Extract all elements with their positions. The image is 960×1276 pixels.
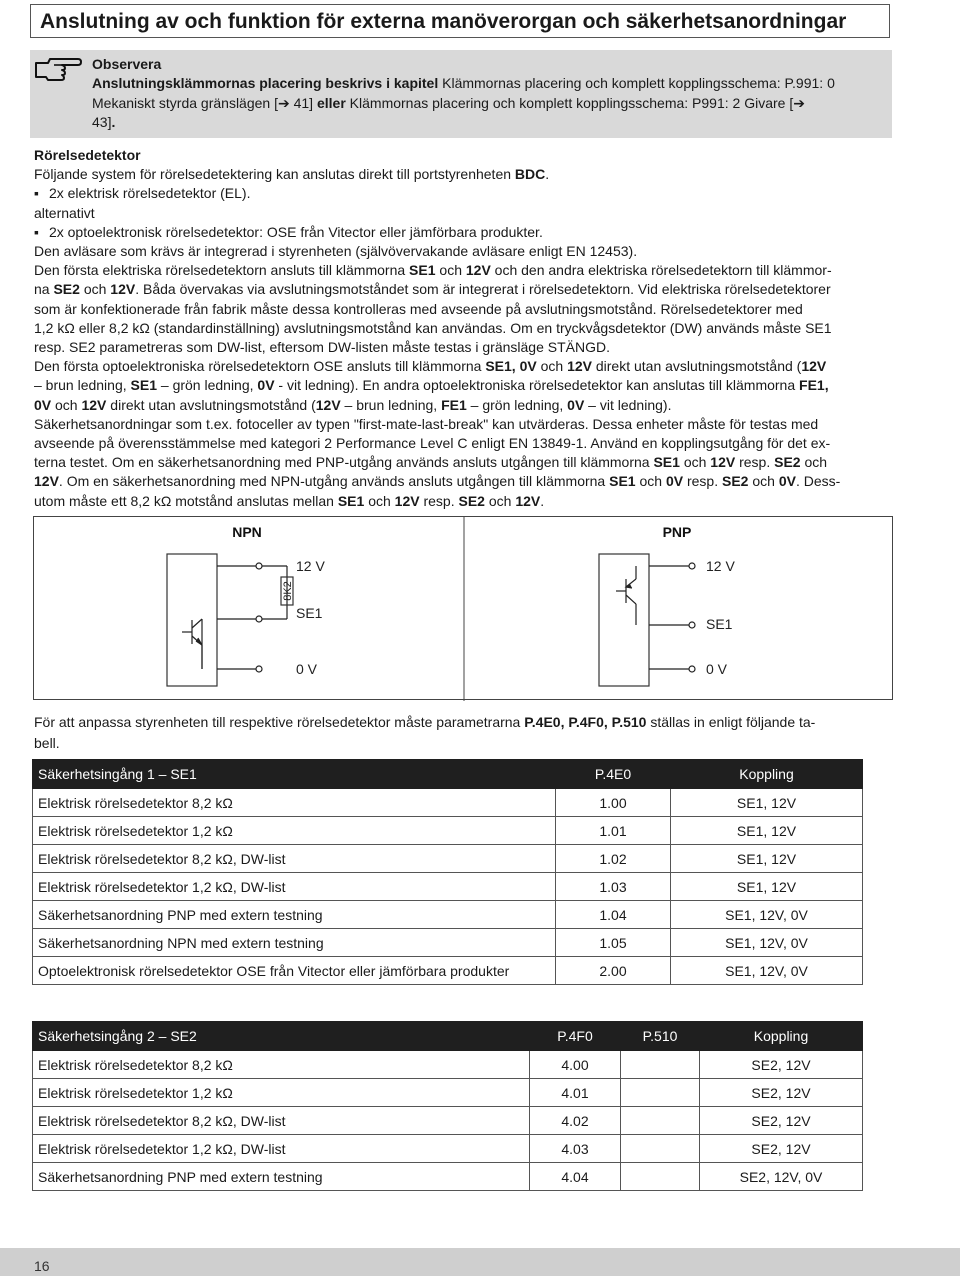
arrow-icon: ➔ [277,94,290,111]
body-line: 0V och 12V direkt utan avslutningsmotstånd (12V – brun ledning, FE1 – grön ledning, 0V – vit ledning). [34,396,672,413]
table-header: Koppling [700,1022,863,1051]
body-line: alternativt [34,204,95,221]
body-line: Säkerhetsanordningar som t.ex. fotoceller av typen "first-mate-last-break" kan utvärderas. Dessa enheter måste för testas med [34,415,819,432]
table-row [33,1107,863,1135]
table-se1 [32,759,863,985]
table-cell: SE1, 12V [671,873,863,901]
table-row [33,929,863,957]
pnp-terminal-12v: 12 V [706,558,735,574]
body-line: utom måste ett 8,2 kΩ motstånd anslutas mellan SE1 och 12V resp. SE2 och 12V. [34,492,545,509]
table-cell [621,1163,700,1191]
body-line: Den avläsare som krävs är integrerad i styrenheten (självövervakande avläsare enligt EN 12453). [34,243,638,260]
table-cell: 4.01 [530,1079,621,1107]
table-cell: Elektrisk rörelsedetektor 1,2 kΩ [33,817,556,845]
table-header: P.4F0 [530,1022,621,1051]
table-se2 [32,1021,863,1191]
body-line: 1,2 kΩ eller 8,2 kΩ (standardinställning) avslutningsmotstånd kan användas. Om en tryckvågsdetektor (DW) används måste SE1 [34,319,832,336]
body-line: som är konfektionerade från fabrik måste dessa kontrolleras med avseende på avslutningsmotstånd. Rörelsedetektorer med [34,300,803,317]
table-cell: 4.03 [530,1135,621,1163]
table-cell: 1.03 [556,873,671,901]
table-cell: 1.00 [556,789,671,817]
pnp-label: PNP [662,524,692,540]
pnp-terminal-0v: 0 V [706,661,728,677]
table-header: P.510 [621,1022,700,1051]
table-cell: 4.02 [530,1107,621,1135]
note-line: Mekaniskt styrda gränslägen [➔ 41] eller Klämmornas placering och komplett kopplingsschema: P991: 2 Givare [➔ [92,94,805,111]
section-title: Rörelsedetektor [34,147,141,163]
table-row [33,1163,863,1191]
table-header: Säkerhetsingång 1 – SE1 [33,760,556,789]
table-row [33,817,863,845]
body-line: – brun ledning, SE1 – grön ledning, 0V - vit ledning). En andra optoelektroniska rörelsedetektor kan anslutas till klämmorna FE1, [34,377,829,394]
npn-terminal-12v: 12 V [296,558,325,574]
bullet-item: ▪ 2x optoelektronisk rörelsedetektor: OSE från Vitector eller jämförbara produkter. [34,223,894,242]
table-row [33,901,863,929]
arrow-icon: ➔ [793,94,805,111]
npn-terminal-0v: 0 V [296,661,318,677]
table-cell [621,1107,700,1135]
npn-label: NPN [232,524,262,540]
bullet-item: ▪ 2x elektrisk rörelsedetektor (EL). [34,184,894,203]
page-number: 16 [34,1258,50,1274]
table-cell [621,1051,700,1079]
table-cell: SE2, 12V, 0V [700,1163,863,1191]
body-line: avseende på överensstämmelse med kategori 2 Performance Level C enligt EN 13849-1. Använd en kopplingsutgång för det ex- [34,435,831,452]
table-header-row [33,760,863,789]
resistor-label: 8K2 [282,581,294,601]
table-header: Koppling [671,760,863,789]
table-row [33,957,863,985]
table-header-row [33,1022,863,1051]
table-cell: 1.01 [556,817,671,845]
pointing-hand-icon [34,55,82,81]
body-line: Den första optoelektroniska rörelsedetektorn OSE ansluts till klämmorna SE1, 0V och 12V direkt utan avslutningsmotstånd (12V [34,358,827,375]
body-line: Följande system för rörelsedetektering kan anslutas direkt till portstyrenheten BDC. [34,166,550,183]
page-footer [0,1248,960,1276]
table-cell: SE1, 12V, 0V [671,929,863,957]
table-cell: 4.00 [530,1051,621,1079]
table-cell: Elektrisk rörelsedetektor 8,2 kΩ [33,789,556,817]
table-cell: Säkerhetsanordning NPN med extern testning [33,929,556,957]
table-header: P.4E0 [556,760,671,789]
table-cell: SE1, 12V [671,789,863,817]
table-row [33,1051,863,1079]
body-line: 12V. Om en säkerhetsanordning med NPN-utgång används ansluts utgången till klämmorna SE1 och 0V resp. SE2 och 0V. Dess- [34,473,841,490]
note-heading: Observera [92,56,162,72]
table-row [33,1079,863,1107]
table-cell: Säkerhetsanordning PNP med extern testning [33,901,556,929]
body-line: terna testet. Om en säkerhetsanordning med PNP-utgång används ansluts utgången till klämmorna SE1 och 12V resp. SE2 och [34,454,828,471]
note-text [92,74,882,133]
body-line: resp. SE2 parametreras som DW-list, eftersom DW-listen måste testas i gränsläge STÄNGD. [34,339,610,356]
body-line: na SE2 och 12V. Båda övervakas via avslutningsmotståndet som är integrerat i rörelsedetektorn. Vid elektriska rörelsedetektorer [34,281,831,298]
table-cell: Optoelektronisk rörelsedetektor OSE från Vitector eller jämförbara produkter [33,957,556,985]
table-cell [621,1135,700,1163]
table-cell [621,1079,700,1107]
body-line: Den första elektriska rörelsedetektorn ansluts till klämmorna SE1 och 12V och den andra elektriska rörelsedetektorn till klämmor- [34,262,832,279]
title-box [30,4,890,38]
table-cell: Elektrisk rörelsedetektor 1,2 kΩ, DW-list [33,873,556,901]
table-header: Säkerhetsingång 2 – SE2 [33,1022,530,1051]
table-cell: SE1, 12V, 0V [671,957,863,985]
pnp-terminal-se1: SE1 [706,616,733,632]
wiring-diagram-svg [34,517,894,701]
table-cell: Elektrisk rörelsedetektor 8,2 kΩ, DW-list [33,845,556,873]
table-cell: SE1, 12V [671,817,863,845]
npn-circuit [167,554,325,686]
note-line: Anslutningsklämmornas placering beskrivs i kapitel Klämmornas placering och komplett kopplingsschema: P.991: 0 [92,75,835,91]
table-cell: Elektrisk rörelsedetektor 1,2 kΩ, DW-list [33,1135,530,1163]
body-text [34,146,894,511]
table-cell: Elektrisk rörelsedetektor 1,2 kΩ [33,1079,530,1107]
table-row [33,845,863,873]
table-row [33,1135,863,1163]
npn-terminal-se1: SE1 [296,605,323,621]
parameter-intro: För att anpassa styrenheten till respektive rörelsedetektor måste parametrarna P.4E0, P.4F0, P.510 ställas in enligt följande ta- bell. [34,714,816,751]
table-row [33,789,863,817]
table-cell: 1.02 [556,845,671,873]
table-cell: SE1, 12V [671,845,863,873]
table-row [33,873,863,901]
table-cell: SE2, 12V [700,1051,863,1079]
table-cell: 1.05 [556,929,671,957]
page-title: Anslutning av och funktion för externa manöverorgan och säkerhetsanordningar [40,10,847,33]
table-cell: Elektrisk rörelsedetektor 8,2 kΩ [33,1051,530,1079]
wiring-diagram [33,516,893,700]
table-cell: Säkerhetsanordning PNP med extern testning [33,1163,530,1191]
note-box [30,50,892,138]
table-cell: SE2, 12V [700,1107,863,1135]
table-cell: 4.04 [530,1163,621,1191]
table-cell: 2.00 [556,957,671,985]
table-cell: SE2, 12V [700,1135,863,1163]
table-cell: 1.04 [556,901,671,929]
table-cell: SE2, 12V [700,1079,863,1107]
note-line: 43]. [92,114,116,130]
table-cell: SE1, 12V, 0V [671,901,863,929]
pnp-circuit [599,554,735,686]
table-cell: Elektrisk rörelsedetektor 8,2 kΩ, DW-list [33,1107,530,1135]
